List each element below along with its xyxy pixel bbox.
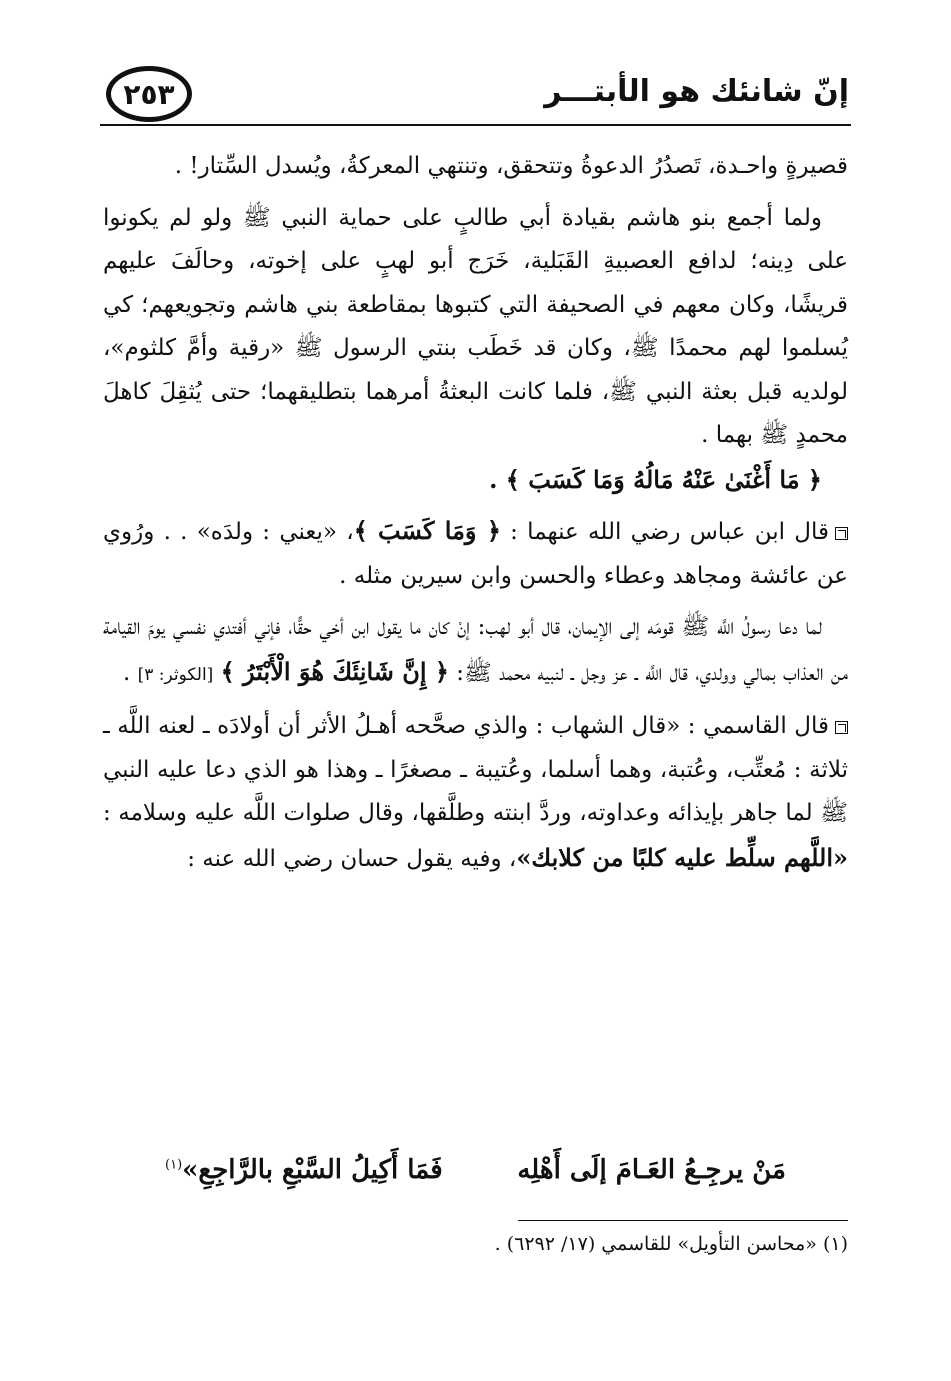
footnote-rule [518,1220,848,1221]
poem-verse [165,1155,786,1205]
kawthar-verse: ﴿ إِنَّ شَانِئَكَ هُوَ الْأَبْتَرُ ﴾ [220,656,449,686]
verse-reference: [الكوثر: ٣] [137,664,214,685]
paragraph-qasimi [103,705,848,881]
footnote: (١) «محاسن التأويل» للقاسمي (١٧/ ٦٢٩٢) . [494,1233,848,1255]
main-text [103,145,848,881]
abu-lahab-text: لما دعا رسولُ اللَّه ﷺ قومَه إلى الإيمان، قال أبو لهب: إنْ كان ما يقول ابن أخي حقًّا، فإني أفتدي نفسي يومَ القيامة من العذاب بمالي وولدي، قال اللَّه ـ عز وجل ـ لنبيه محمد ﷺ: [103,614,848,686]
running-title: إنّ شانئك هو الأبتـــر [544,74,849,109]
ibn-abbas-text-after: ، «يعني : ولدَه» . . ورُوي عن عائشة ومجاهد وعطاء والحسن وابن سيرين مثله . [103,519,848,589]
page-header [100,60,851,135]
box-marker-icon [835,721,848,734]
poem-second-hemistich [165,1155,443,1185]
poem-first-hemistich: مَنْ يرجِـعُ العَـامَ إلَى أَهْلِه [517,1155,786,1185]
box-marker-icon [835,527,848,540]
poem-second-text: فَمَا أَكِيلُ السَّبْعِ بالرَّاجِعِ» [182,1155,443,1185]
abu-lahab-text-after: . [122,659,138,686]
qasimi-text: قال القاسمي : «قال الشهاب : والذي صحَّحه أهـلُ الأثر أن أولادَه ـ لعنه اللَّه ـ ثلاثة : مُعتِّب، وعُتبة، وهما أسلما، وعُتيبة ـ مصغرًا ـ وهذا هو الذي دعا عليه النبي ﷺ لما جاهر بإيذائه وعداوته، وردَّ ابنته وطلَّقها، وقال صلوات اللَّه عليه وسلامه : [103,713,848,826]
paragraph-abu-lahab-ransom [103,606,848,697]
qasimi-text-after: ، وفيه يقول حسان رضي الله عنه : [187,845,517,872]
paragraph-continuation: قصيرةٍ واحـدة، تَصدُرُ الدعوةُ وتتحقق، وتنتهي المعركةُ، ويُسدل السِّتار! . [174,153,848,179]
header-rule [100,124,851,126]
ibn-abbas-text: قال ابن عباس رضي الله عنهما : [500,519,829,545]
ibn-abbas-verse: ﴿ وَمَا كَسَبَ ﴾ [353,516,501,545]
footnote-marker: (١) [165,1157,183,1173]
page-number: ٢٥٣ [106,66,192,122]
prophet-dua: «اللَّهم سلِّط عليه كلبًا من كلابك» [516,842,848,872]
paragraph-ibn-abbas [103,509,848,598]
paragraph-abu-lahab-alliance: ولما أجمع بنو هاشم بقيادة أبي طالبٍ على حماية النبي ﷺ ولو لم يكونوا على دِينه؛ لدافع العصبيةِ القَبَلية، خَرَج أبو لهبٍ على إخوته، وحالَفَ عليهم قريشًا، وكان معهم في الصحيفة التي كتبوها بمقاطعة بني هاشم وتجويعهم؛ كي يُسلموا لهم محمدًا ﷺ، وكان قد خَطَب بنتي الرسول ﷺ «رقية وأمَّ كلثوم»، لولديه قبل بعثة النبي ﷺ، فلما كانت البعثةُ أمرهما بتطليقهما؛ حتى يُثقِلَ كاهلَ محمدٍ ﷺ بهما . [103,204,848,448]
quran-verse-main: ﴿ مَا أَغْنَىٰ عَنْهُ مَالُهُ وَمَا كَسَبَ ﴾ . [489,464,822,494]
